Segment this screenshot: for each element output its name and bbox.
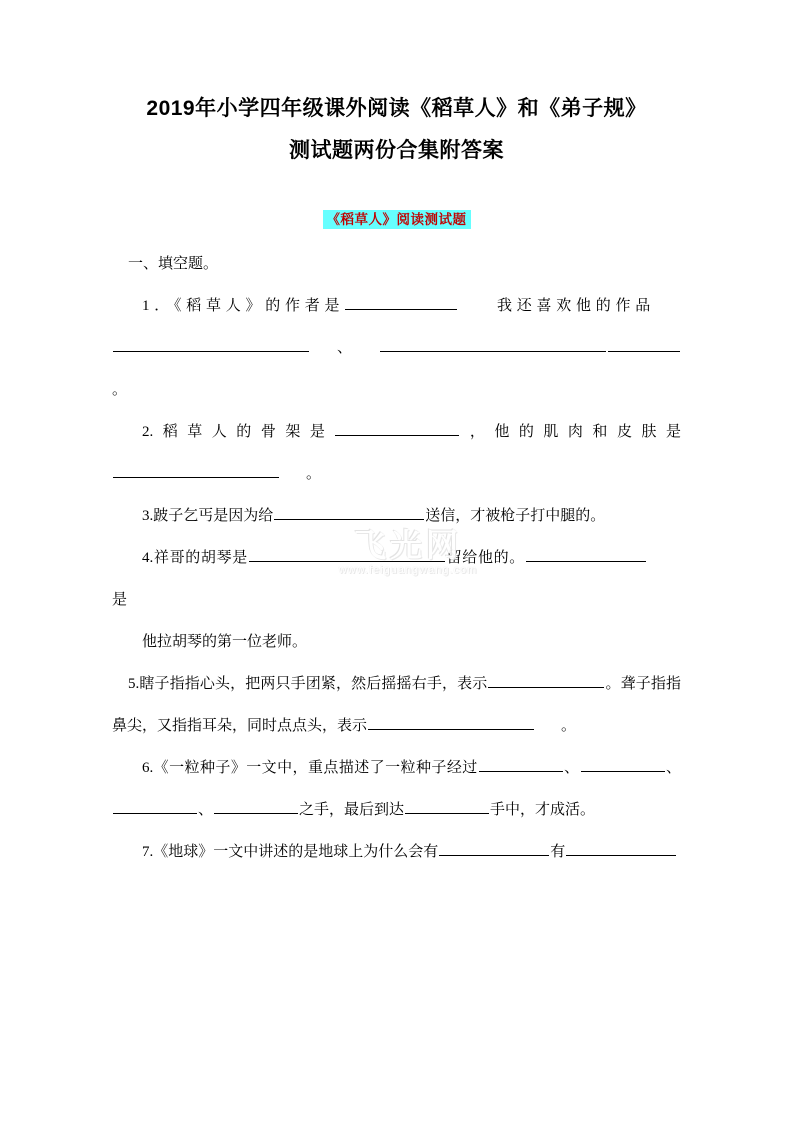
question-6-number: 6. — [142, 760, 154, 776]
question-1-text-1: 《稻草人》的作者是 — [174, 298, 345, 314]
page-title-line1: 2019年小学四年级课外阅读《稻草人》和《弟子规》 — [146, 97, 647, 120]
question-1 — [112, 285, 681, 411]
answer-blank[interactable] — [405, 798, 489, 814]
question-7 — [112, 831, 681, 873]
question-6-text-5: 之手，最后到达 — [299, 802, 405, 818]
answer-blank[interactable] — [488, 672, 604, 688]
question-6-text-6: 手中，才成活。 — [490, 802, 596, 818]
answer-blank[interactable] — [214, 798, 298, 814]
answer-blank[interactable] — [368, 714, 534, 730]
question-1-text-3: 、 — [336, 340, 353, 356]
question-1-number: 1． — [142, 298, 174, 314]
question-6-text-3: 、 — [665, 760, 681, 776]
question-4 — [112, 537, 681, 621]
question-6-text-4: 、 — [198, 802, 214, 818]
answer-blank[interactable] — [249, 546, 445, 562]
question-7-text-1: 《地球》一文中讲述的是地球上为什么会有 — [153, 844, 439, 860]
question-3 — [112, 495, 681, 537]
answer-blank[interactable] — [113, 798, 197, 814]
question-4-text-1: 祥哥的胡琴是 — [153, 550, 248, 566]
answer-blank[interactable] — [380, 336, 606, 352]
question-2-text-2: ，他的肌肉和皮肤是 — [460, 424, 681, 440]
question-2-number: 2. — [142, 424, 154, 440]
section-heading-wrap — [112, 208, 681, 229]
answer-blank[interactable] — [479, 756, 563, 772]
watermark-url: www.feiguangwang.com — [338, 564, 478, 576]
question-6 — [112, 747, 681, 831]
question-6-text-1: 《一粒种子》一文中，重点描述了一粒种子经过 — [153, 760, 478, 776]
answer-blank[interactable] — [439, 840, 549, 856]
question-4-text-2: 留给他的。 — [445, 550, 525, 566]
question-7-number: 7. — [142, 844, 154, 860]
page-title — [112, 88, 681, 172]
question-5 — [112, 663, 681, 747]
answer-blank[interactable] — [526, 546, 646, 562]
question-2-text-1: 稻草人的骨架是 — [153, 424, 335, 440]
document-body — [112, 243, 681, 873]
question-2-text-3: 。 — [306, 466, 322, 482]
question-1-text-2: 我还喜欢他的作品 — [492, 298, 655, 314]
question-5-number: 5. — [128, 676, 140, 692]
question-1-text-4: 。 — [112, 382, 128, 398]
answer-blank[interactable] — [335, 420, 459, 436]
answer-blank[interactable] — [566, 840, 676, 856]
section-heading: 《稻草人》阅读测试题 — [323, 210, 471, 229]
question-4-number: 4. — [142, 550, 154, 566]
watermark-text: 飞光网 — [353, 527, 462, 563]
question-7-text-2: 有 — [550, 844, 566, 860]
question-5-text-3: 。 — [561, 718, 577, 734]
page-title-line2: 测试题两份合集附答案 — [289, 139, 504, 162]
answer-blank[interactable] — [113, 462, 279, 478]
question-5-text-2: 。聋子指指鼻尖，又指指耳朵，同时点点头，表示 — [112, 676, 681, 734]
answer-blank[interactable] — [581, 756, 665, 772]
question-4-text-3: 是 — [112, 592, 128, 608]
answer-blank[interactable] — [274, 504, 424, 520]
answer-blank[interactable] — [608, 336, 680, 352]
question-5-text-1: 瞎子指指心头，把两只手团紧，然后摇摇右手，表示 — [139, 676, 488, 692]
question-3-text-1: 跛子乞丐是因为给 — [153, 508, 274, 524]
question-3-text-2: 送信，才被枪子打中腿的。 — [425, 508, 606, 524]
question-6-text-2: 、 — [563, 760, 580, 776]
answer-blank[interactable] — [345, 294, 457, 310]
subheading: 一、填空题。 — [128, 256, 219, 272]
answer-blank[interactable] — [113, 336, 309, 352]
question-2 — [112, 411, 681, 495]
question-3-number: 3. — [142, 508, 154, 524]
question-4-continued: 他拉胡琴的第一位老师。 — [142, 634, 308, 650]
